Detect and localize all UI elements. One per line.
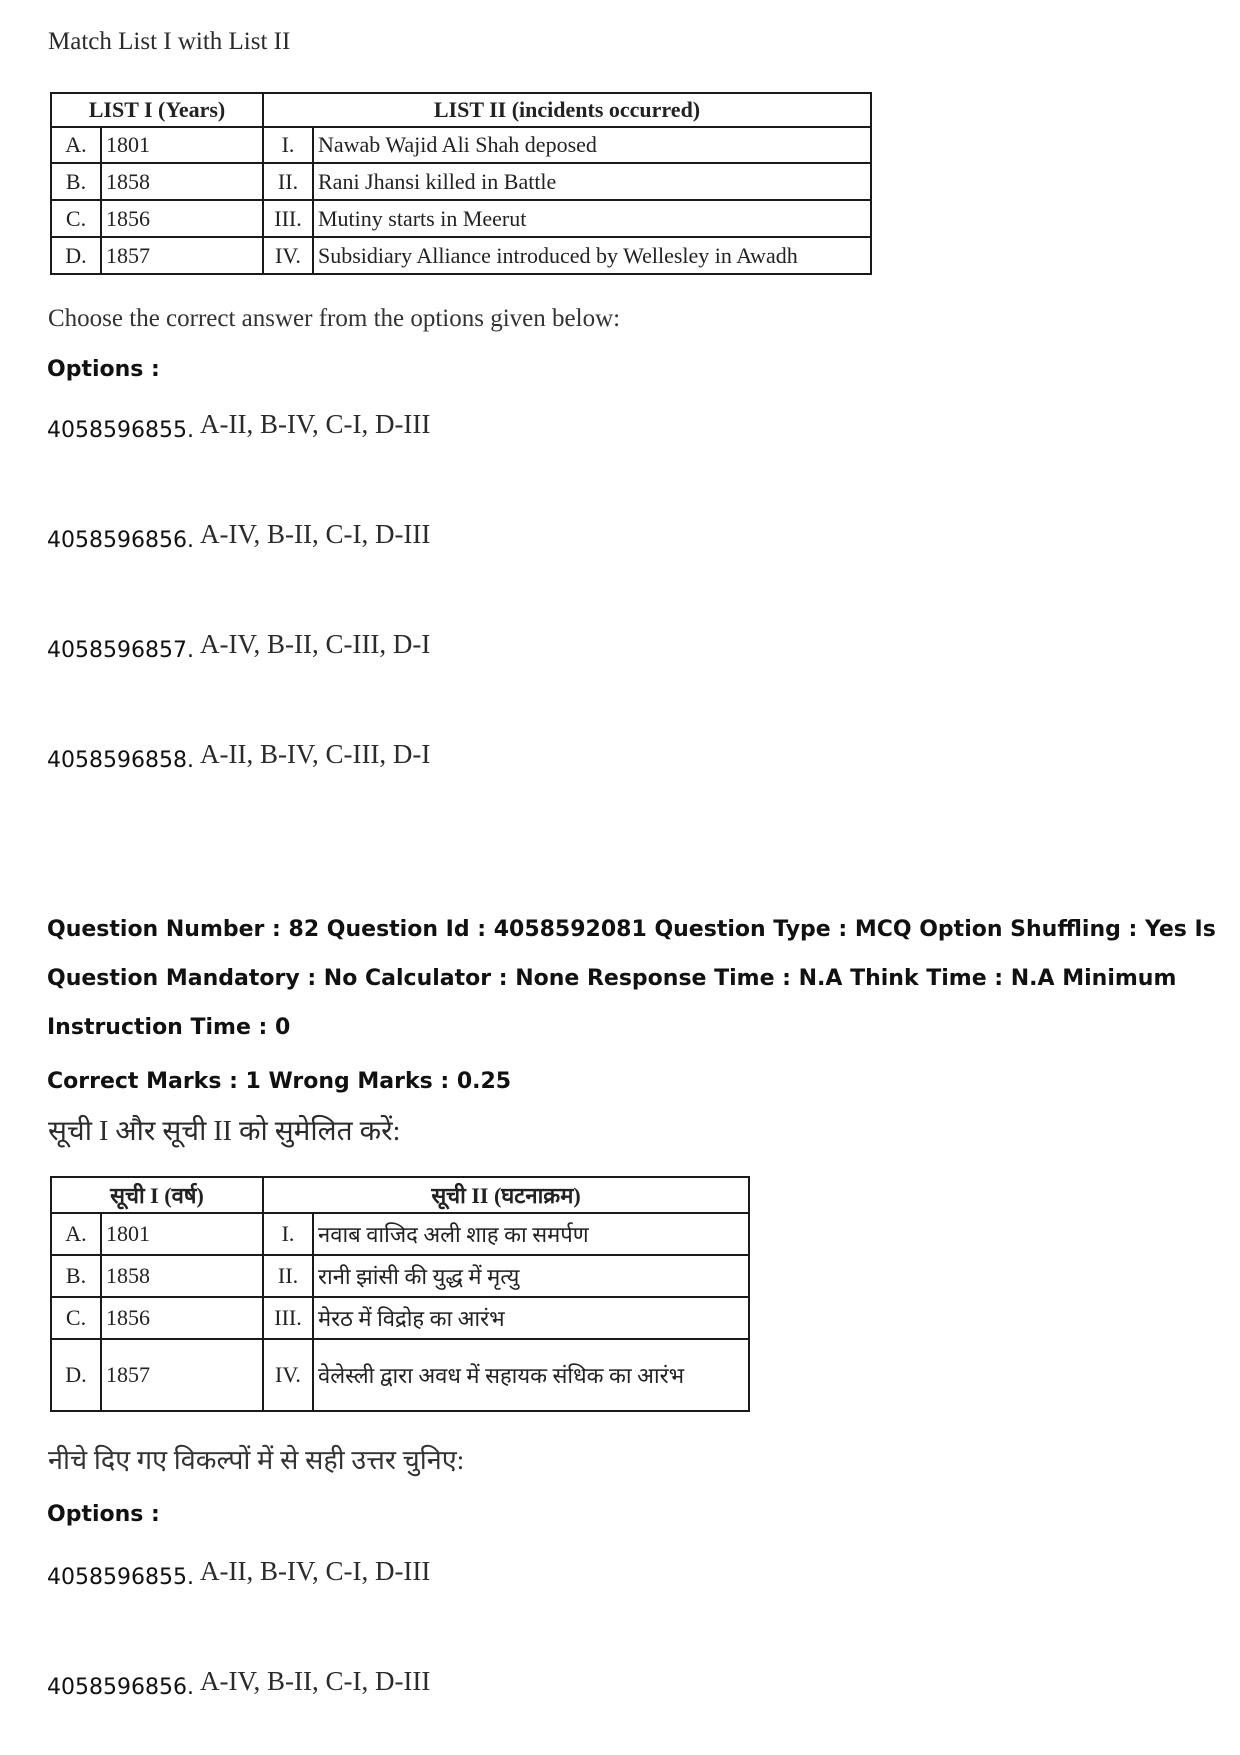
row-letter: A. xyxy=(51,127,101,163)
list-one-header: LIST I (Years) xyxy=(51,93,263,127)
row-incident: Rani Jhansi killed in Battle xyxy=(313,163,871,200)
row-letter: A. xyxy=(51,1213,101,1255)
option-item[interactable] xyxy=(47,409,431,444)
table-row xyxy=(51,200,871,237)
table-row xyxy=(51,1213,749,1255)
match-table-hindi xyxy=(50,1176,750,1412)
row-incident: नवाब वाजिद अली शाह का समर्पण xyxy=(313,1213,749,1255)
row-roman: III. xyxy=(263,1297,313,1339)
row-letter: B. xyxy=(51,1255,101,1297)
options-label: Options : xyxy=(47,357,160,382)
row-roman: II. xyxy=(263,163,313,200)
option-id: 4058596856. xyxy=(47,1675,194,1700)
row-year: 1858 xyxy=(101,1255,263,1297)
option-item[interactable] xyxy=(47,1666,431,1701)
row-year: 1801 xyxy=(101,127,263,163)
row-year: 1857 xyxy=(101,1339,263,1411)
row-incident: रानी झांसी की युद्ध में मृत्यु xyxy=(313,1255,749,1297)
option-item[interactable] xyxy=(47,739,431,774)
row-year: 1856 xyxy=(101,1297,263,1339)
option-text: A-II, B-IV, C-III, D-I xyxy=(199,739,431,769)
row-letter: D. xyxy=(51,1339,101,1411)
row-letter: C. xyxy=(51,200,101,237)
option-text: A-IV, B-II, C-I, D-III xyxy=(199,1666,431,1696)
option-id: 4058596855. xyxy=(47,418,194,443)
row-letter: D. xyxy=(51,237,101,274)
list-two-header: सूची II (घटनाक्रम) xyxy=(263,1177,749,1213)
table-row xyxy=(51,1339,749,1411)
row-roman: I. xyxy=(263,1213,313,1255)
table-row xyxy=(51,1297,749,1339)
question-intro: Match List I with List II xyxy=(48,28,291,55)
row-year: 1858 xyxy=(101,163,263,200)
table-header-row xyxy=(51,1177,749,1213)
row-roman: I. xyxy=(263,127,313,163)
row-year: 1857 xyxy=(101,237,263,274)
table-row xyxy=(51,127,871,163)
option-id: 4058596858. xyxy=(47,748,194,773)
option-item[interactable] xyxy=(47,519,431,554)
row-roman: III. xyxy=(263,200,313,237)
option-item[interactable] xyxy=(47,1556,431,1591)
list-two-header: LIST II (incidents occurred) xyxy=(263,93,871,127)
table-row xyxy=(51,1255,749,1297)
row-letter: C. xyxy=(51,1297,101,1339)
option-text: A-II, B-IV, C-I, D-III xyxy=(199,1556,431,1586)
row-incident: Nawab Wajid Ali Shah deposed xyxy=(313,127,871,163)
option-text: A-II, B-IV, C-I, D-III xyxy=(199,409,431,439)
row-incident: मेरठ में विद्रोह का आरंभ xyxy=(313,1297,749,1339)
row-incident: Mutiny starts in Meerut xyxy=(313,200,871,237)
option-text: A-IV, B-II, C-III, D-I xyxy=(199,629,431,659)
option-id: 4058596856. xyxy=(47,528,194,553)
row-roman: IV. xyxy=(263,1339,313,1411)
match-table xyxy=(50,92,872,275)
instruction-text: Choose the correct answer from the options given below: xyxy=(48,305,621,332)
row-incident: Subsidiary Alliance introduced by Wellesley in Awadh xyxy=(313,237,871,274)
instruction-text-hindi: नीचे दिए गए विकल्पों में से सही उत्तर चुनिए: xyxy=(48,1445,465,1475)
list-one-header: सूची I (वर्ष) xyxy=(51,1177,263,1213)
question-meta: Question Number : 82 Question Id : 4058592081 Question Type : MCQ Option Shuffling : Yes Is Question Mandatory : No Calculator : None Response Time : N.A Think Time : N.A Minimum Instruction Time : 0 xyxy=(47,917,1216,1040)
option-id: 4058596855. xyxy=(47,1565,194,1590)
row-roman: IV. xyxy=(263,237,313,274)
question-intro-hindi: सूची I और सूची II को सुमेलित करें: xyxy=(48,1116,401,1147)
row-year: 1801 xyxy=(101,1213,263,1255)
table-header-row xyxy=(51,93,871,127)
table-row xyxy=(51,163,871,200)
marks-info: Correct Marks : 1 Wrong Marks : 0.25 xyxy=(47,1069,512,1094)
options-label: Options : xyxy=(47,1502,160,1527)
row-year: 1856 xyxy=(101,200,263,237)
table-row xyxy=(51,237,871,274)
option-item[interactable] xyxy=(47,629,431,664)
row-letter: B. xyxy=(51,163,101,200)
option-text: A-IV, B-II, C-I, D-III xyxy=(199,519,431,549)
row-incident: वेलेस्ली द्वारा अवध में सहायक संधिक का आरंभ xyxy=(313,1339,749,1411)
row-roman: II. xyxy=(263,1255,313,1297)
option-id: 4058596857. xyxy=(47,638,194,663)
